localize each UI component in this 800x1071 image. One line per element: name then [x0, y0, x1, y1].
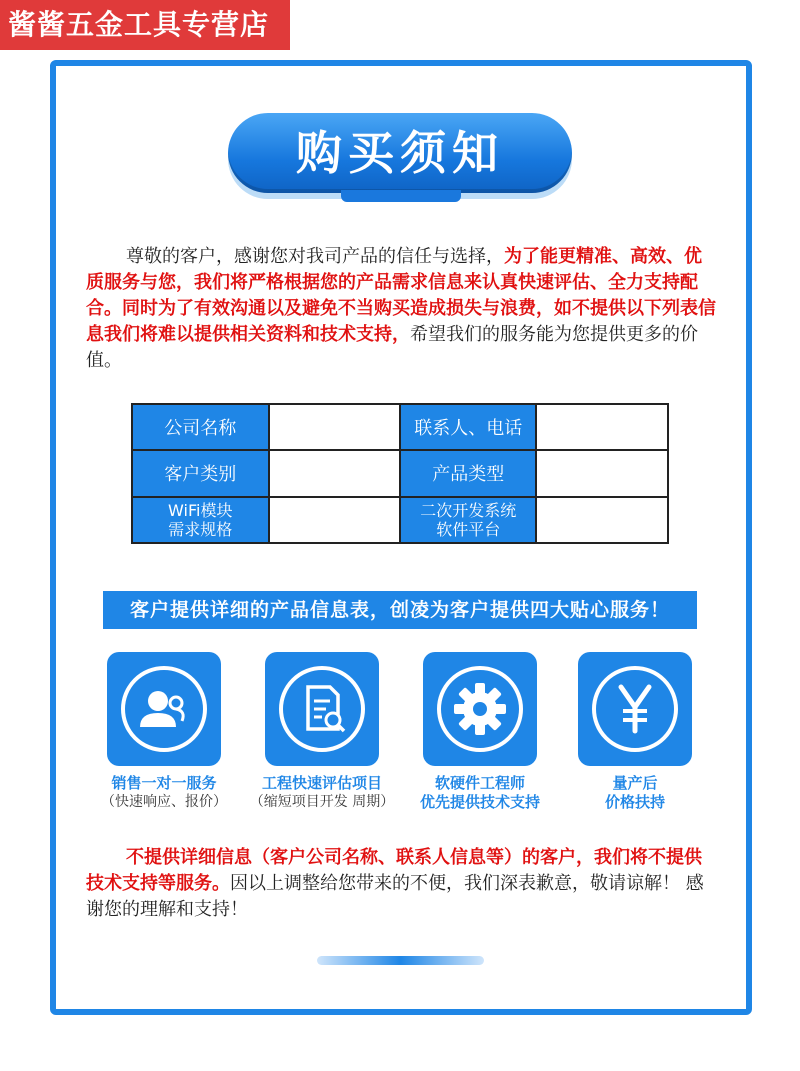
label-customer-type: 客户类别: [132, 450, 269, 496]
label-wifi-spec: WiFi模块 需求规格: [132, 497, 269, 543]
field-customer-type[interactable]: [269, 450, 400, 496]
service-title: 量产后: [612, 774, 658, 792]
closing-paragraph: [86, 845, 716, 923]
intro-text-2: 希望我们的服务能为您提供更多的价值。: [86, 324, 698, 371]
store-badge: 酱酱五金工具专营店: [0, 0, 290, 50]
gear-icon: [423, 652, 537, 766]
intro-text-red: 为了能更精准、高效、优质服务与您，我们将严格根据您的产品需求信息来认真快速评估、全力支持配合。同时为了有效沟通以及避免不当购买造成损失与浪费，如不提供以下列表信息我们将难以提供相关资料和技术支持，: [86, 246, 716, 345]
service-item: [89, 652, 239, 811]
closing-text-red: 不提供详细信息（客户公司名称、联系人信息等）的客户，我们将不提供技术支持等服务。: [86, 847, 702, 894]
document-search-icon: [265, 652, 379, 766]
service-subtitle: （快速响应、报价）: [101, 794, 227, 810]
service-item: [247, 652, 397, 811]
page-title: 购买须知: [228, 113, 572, 193]
info-table: [131, 403, 669, 544]
label-product-type: 产品类型: [400, 450, 537, 496]
field-wifi-spec[interactable]: [269, 497, 400, 543]
field-contact[interactable]: [536, 404, 668, 450]
service-subtitle: 价格扶持: [604, 793, 665, 811]
field-product-type[interactable]: [536, 450, 668, 496]
service-title: 软硬件工程师: [434, 774, 525, 792]
label-dev-platform: 二次开发系统 软件平台: [400, 497, 537, 543]
title-underline: [341, 190, 461, 202]
service-subtitle: 优先提供技术支持: [419, 793, 540, 811]
field-company-name[interactable]: [269, 404, 400, 450]
customer-service-icon: [107, 652, 221, 766]
service-title: 工程快速评估项目: [261, 774, 382, 792]
intro-text-1: 尊敬的客户，感谢您对我司产品的信任与选择，: [126, 246, 504, 267]
closing-text: 因以上调整给您带来的不便，我们深表歉意，敬请谅解！ 感谢您的理解和支持！: [86, 873, 704, 920]
services-banner: 客户提供详细的产品信息表，创凌为客户提供四大贴心服务！: [103, 591, 697, 629]
service-item: [405, 652, 555, 811]
service-item: [560, 652, 710, 811]
service-subtitle: （缩短项目开发 周期）: [249, 794, 395, 810]
field-dev-platform[interactable]: [536, 497, 668, 543]
intro-paragraph: [86, 244, 716, 374]
table-row: [132, 450, 668, 496]
yen-icon: [578, 652, 692, 766]
label-contact: 联系人、电话: [400, 404, 537, 450]
label-company-name: 公司名称: [132, 404, 269, 450]
table-row: [132, 497, 668, 543]
table-row: [132, 404, 668, 450]
service-title: 销售一对一服务: [111, 774, 217, 792]
bottom-decoration-bar: [317, 956, 484, 965]
